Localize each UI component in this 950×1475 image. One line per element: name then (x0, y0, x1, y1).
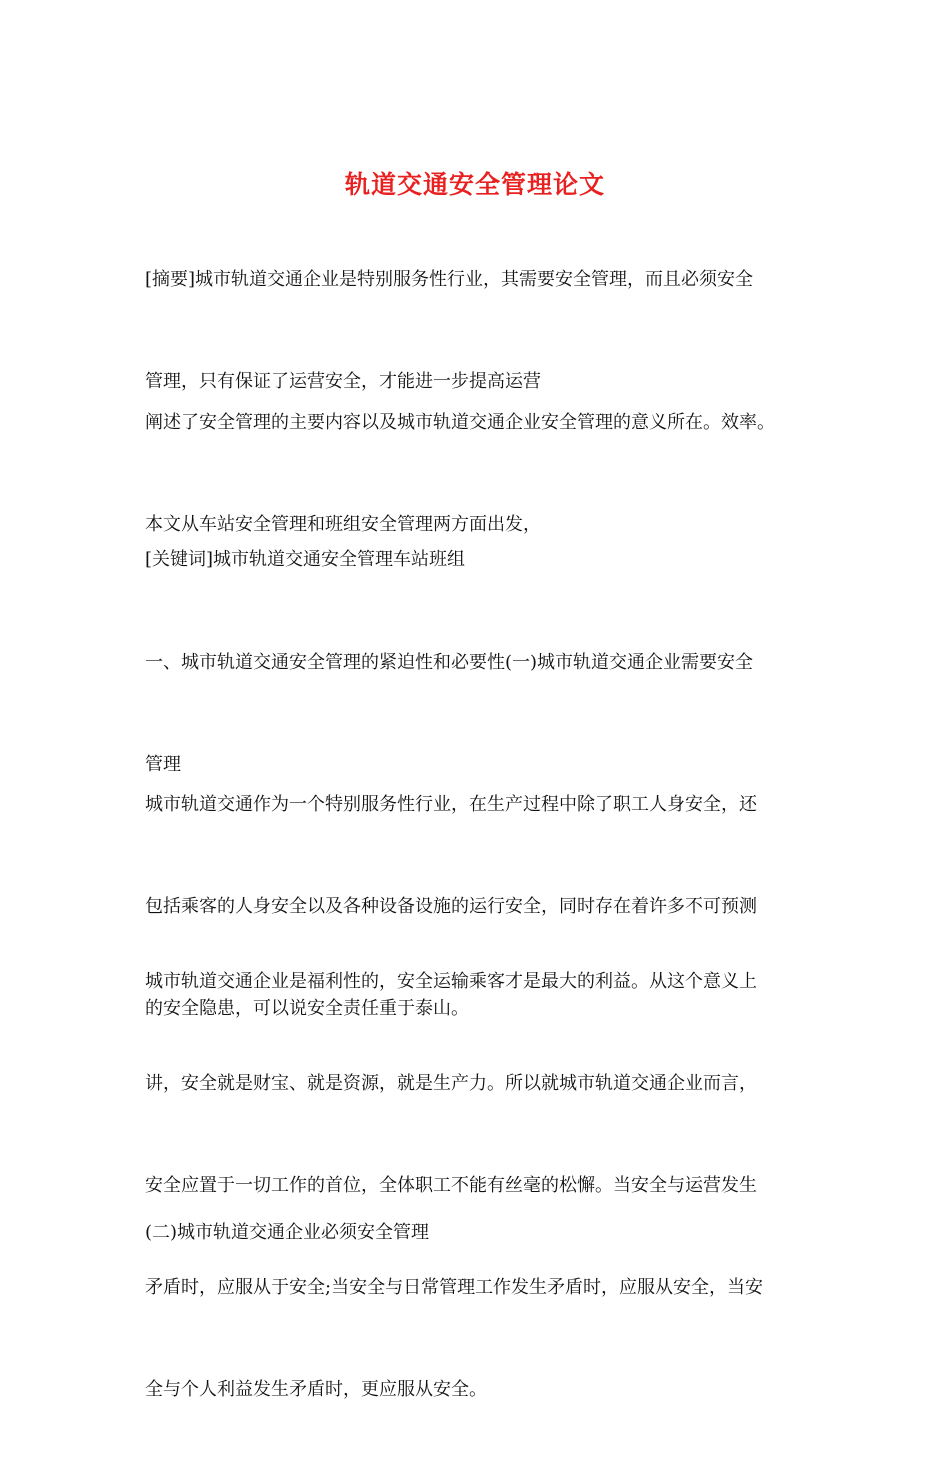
text-line: 全与个人利益发生矛盾时，更应服从安全。 (145, 1379, 487, 1400)
text-line: 安全应置于一切工作的首位，全体职工不能有丝毫的松懈。当安全与运营发生 (145, 1175, 757, 1196)
text-line: 矛盾时，应服从于安全;当安全与日常管理工作发生矛盾时，应服从安全，当安 (145, 1277, 764, 1298)
text-line: 城市轨道交通企业是福利性的，安全运输乘客才是最大的利益。从这个意义上 (145, 971, 757, 992)
text-line: (二)城市轨道交通企业必须安全管理 (145, 1222, 430, 1243)
text-line: 一、城市轨道交通安全管理的紧迫性和必要性(一)城市轨道交通企业需要安全 (145, 652, 754, 673)
text-line: 管理 (145, 754, 181, 775)
text-line: [关键词]城市轨道交通安全管理车站班组 (145, 549, 466, 570)
text-line: 包括乘客的人身安全以及各种设备设施的运行安全，同时存在着许多不可预测 (145, 896, 757, 917)
text-line: 管理，只有保证了运营安全，才能进一步提高运营 (145, 371, 541, 392)
text-line: [摘要]城市轨道交通企业是特别服务性行业，其需要安全管理，而且必须安全 (145, 269, 754, 290)
document-title: 轨道交通安全管理论文 (344, 169, 605, 199)
text-line: 阐述了安全管理的主要内容以及城市轨道交通企业安全管理的意义所在。效率。 (145, 412, 775, 433)
text-line: 讲，安全就是财宝、就是资源，就是生产力。所以就城市轨道交通企业而言， (145, 1073, 757, 1094)
text-line: 的安全隐患，可以说安全责任重于泰山。 (145, 998, 469, 1019)
text-line: 本文从车站安全管理和班组安全管理两方面出发， (145, 514, 541, 535)
subsection-heading-paragraph (145, 1148, 820, 1318)
text-line: 城市轨道交通作为一个特别服务性行业，在生产过程中除了职工人身安全，还 (145, 794, 757, 815)
